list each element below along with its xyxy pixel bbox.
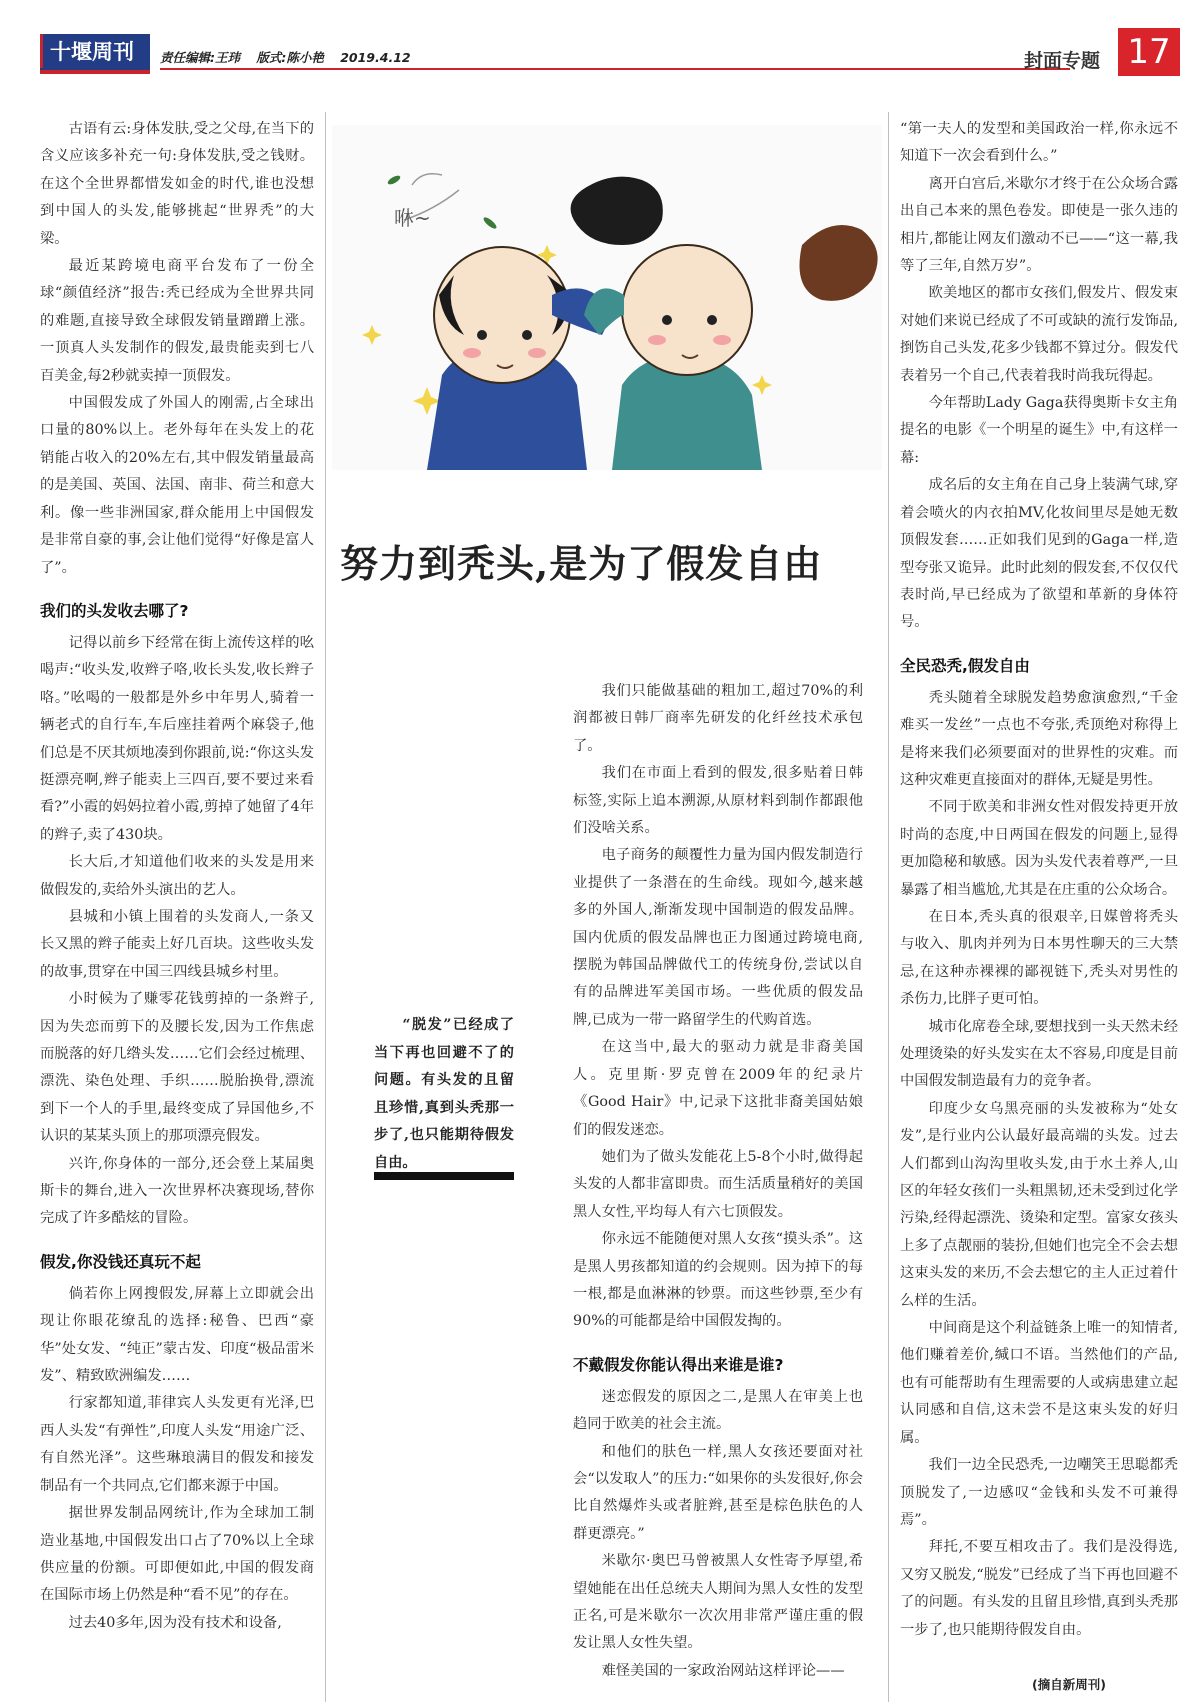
subheading: 我们的头发收去哪了? bbox=[40, 601, 189, 620]
flying-wig-black bbox=[571, 177, 663, 245]
leaf-icon bbox=[386, 174, 401, 186]
paragraph: 在这当中,最大的驱动力就是非裔美国人。克里斯·罗克曾在2009年的纪录片《Good Hair》中,记录下这批非裔美国姑娘们的假发迷恋。 bbox=[573, 1039, 863, 1138]
issue-date: 2019.4.12 bbox=[340, 50, 411, 65]
paragraph: 我们一边全民恐秃,一边嘲笑王思聪都秃顶脱发了,一边感叹“金钱和头发不可兼得焉”。 bbox=[900, 1457, 1178, 1528]
paragraph: 城市化席卷全球,要想找到一头天然未经处理烫染的好头发实在太不容易,印度是目前中国假发制造最有力的竞争者。 bbox=[900, 1018, 1178, 1090]
paragraph: 印度少女乌黑亮丽的头发被称为“处女发”,是行业内公认最好最高端的头发。过去人们都到山沟沟里收头发,由于水土养人,山区的年轻女孩们一头粗黑韧,还未受到过化学污染,经得起漂洗、烫染和定型。富家女孩头上多了点靓丽的装扮,但她们也完全不会去想这束头发的来历,不会去想它的主人正过着什么样的生活。 bbox=[900, 1100, 1178, 1309]
bald-boys-drawing bbox=[332, 125, 882, 470]
article-headline: 努力到秃头,是为了假发自由 bbox=[340, 541, 823, 586]
masthead-accent-bar bbox=[40, 34, 43, 68]
paragraph: 兴许,你身体的一部分,还会登上某届奥斯卡的舞台,进入一次世界杯决赛现场,替你完成了许多酷炫的冒险。 bbox=[40, 1155, 314, 1227]
leaf-icon bbox=[482, 216, 498, 231]
paragraph: 据世界发制品网统计,作为全球加工制造业基地,中国假发出口占了70%以上全球供应量的份额。可即便如此,中国的假发商在国际市场上仍然是种“看不见”的存在。 bbox=[40, 1505, 314, 1604]
paragraph: 行家都知道,菲律宾人头发更有光泽,巴西人头发“有弹性”,印度人头发“用途广泛、有自然光泽”。这些琳琅满目的假发和接发制品有一个共同点,它们都来源于中国。 bbox=[40, 1395, 314, 1494]
column-divider bbox=[888, 112, 889, 1702]
section-title: 封面专题 bbox=[1023, 50, 1100, 72]
paragraph: 难怪美国的一家政治网站这样评论—— bbox=[601, 1662, 845, 1679]
layout-credit: 版式:陈小艳 bbox=[256, 50, 324, 65]
article-column-2 bbox=[573, 678, 863, 1685]
paragraph: 不同于欧美和非洲女性对假发持更开放时尚的态度,中日两国在假发的问题上,显得更加隐秘和敏感。因为头发代表着尊严,一旦暴露了相当尴尬,尤其是在庄重的公众场合。 bbox=[900, 799, 1178, 898]
subheading: 假发,你没钱还真玩不起 bbox=[40, 1252, 201, 1271]
paragraph: 中间商是这个利益链条上唯一的知情者,他们赚着差价,缄口不语。当然他们的产品,也有可能帮助有生理需要的人或病患建立起认同感和自信,这未尝不是这束头发的好归属。 bbox=[900, 1320, 1178, 1446]
paragraph: 长大后,才知道他们收来的头发是用来做假发的,卖给外头演出的艺人。 bbox=[40, 854, 314, 898]
editor-credit: 责任编辑:王玮 bbox=[160, 50, 240, 65]
masthead-title: 十堰周刊 bbox=[50, 40, 134, 64]
article-column-3 bbox=[900, 116, 1178, 1644]
paragraph: 今年帮助Lady Gaga获得奥斯卡女主角提名的电影《一个明星的诞生》中,有这样一幕: bbox=[900, 395, 1178, 466]
paragraph: 她们为了做头发能花上5-8个小时,做得起头发的人都非富即贵。而生活质量稍好的美国黑人女性,平均每人有六七顶假发。 bbox=[573, 1148, 863, 1220]
subheading: 全民恐秃,假发自由 bbox=[900, 656, 1030, 675]
article-column-1 bbox=[40, 116, 314, 1637]
paragraph: 电子商务的颠覆性力量为国内假发制造行业提供了一条潜在的生命线。现如今,越来越多的外国人,渐渐发现中国制造的假发品牌。国内优质的假发品牌也正力图通过跨境电商,摆脱为韩国品牌做代工的传统身份,尝试以自有的品牌进军美国市场。一些优质的假发品牌,已成为一带一路留学生的代购首选。 bbox=[573, 847, 863, 1028]
paragraph: 和他们的肤色一样,黑人女孩还要面对社会“以发取人”的压力:“如果你的头发很好,你会比自然爆炸头或者脏辫,甚至是棕色肤色的人群更漂亮。” bbox=[573, 1443, 863, 1542]
paragraph: 我们在市面上看到的假发,很多贴着日韩标签,实际上追本溯源,从原材料到制作都跟他们没啥关系。 bbox=[573, 765, 863, 837]
paragraph: 过去40多年,因为没有技术和设备, bbox=[68, 1614, 282, 1631]
page-number: 17 bbox=[1118, 28, 1180, 76]
newspaper-masthead bbox=[40, 34, 150, 74]
paragraph: 倘若你上网搜假发,屏幕上立即就会出现让你眼花缭乱的选择:秘鲁、巴西“豪华”处女发、“纯正”蒙古发、印度“极品雷米发”、精致欧洲编发…… bbox=[40, 1285, 314, 1385]
paragraph: 迷恋假发的原因之二,是黑人在审美上也趋同于欧美的社会主流。 bbox=[573, 1388, 863, 1433]
paragraph: 最近某跨境电商平台发布了一份全球“颜值经济”报告:秃已经成为全世界共同的难题,直接导致全球假发销量蹭蹭上涨。一顶真人头发制作的假发,最贵能卖到七八百美金,每2秒就卖掉一顶假发。 bbox=[40, 258, 314, 384]
pull-quote-bar bbox=[374, 1172, 514, 1180]
paragraph: “第一夫人的发型和美国政治一样,你永远不知道下一次会看到什么。” bbox=[900, 121, 1178, 165]
paragraph: 离开白宫后,米歇尔才终于在公众场合露出自己本来的黑色卷发。即使是一张久违的相片,都能让网友们激动不已——“这一幕,我等了三年,自然万岁”。 bbox=[900, 175, 1178, 275]
subheading: 不戴假发你能认得出来谁是谁? bbox=[573, 1355, 784, 1374]
paragraph: 古语有云:身体发肤,受之父母,在当下的含义应该多补充一句:身体发肤,受之钱财。在这个全世界都惜发如金的时代,谁也没想到中国人的头发,能够挑起“世界秃”的大梁。 bbox=[40, 121, 314, 247]
paragraph: 拜托,不要互相攻击了。我们是没得选,又穷又脱发,“脱发”已经成了当下再也回避不了的问题。有头发的且留且珍惜,真到头秃那一步了,也只能期待假发自由。 bbox=[900, 1539, 1178, 1638]
paragraph: 在日本,秃头真的很艰辛,日媒曾将秃头与收入、肌肉并列为日本男性聊天的三大禁忌,在这种赤裸裸的鄙视链下,秃头对男性的杀伤力,比胖子更可怕。 bbox=[900, 908, 1178, 1008]
right-boy-figure bbox=[584, 245, 762, 470]
paragraph: 县城和小镇上围着的头发商人,一条又长又黑的辫子能卖上好几百块。这些收头发的故事,贯穿在中国三四线县城乡村里。 bbox=[40, 908, 314, 980]
header-rule bbox=[160, 68, 1070, 70]
paragraph: 我们只能做基础的粗加工,超过70%的利润都被日韩厂商率先研发的化纤丝技术承包了。 bbox=[573, 683, 863, 754]
paragraph: 秃头随着全球脱发趋势愈演愈烈,“千金难买一发丝”一点也不夸张,秃顶绝对称得上是将来我们必须要面对的世界性的灾难。而这种灾难更直接面对的群体,无疑是男性。 bbox=[900, 689, 1178, 788]
paragraph: 成名后的女主角在自己身上装满气球,穿着会喷火的内衣拍MV,化妆间里尽是她无数顶假发套……正如我们见到的Gaga一样,造型夸张又诡异。此时此刻的假发套,不仅仅代表时尚,早已经成为了欲望和革新的身体符号。 bbox=[900, 477, 1178, 631]
paragraph: 小时候为了赚零花钱剪掉的一条辫子,因为失恋而剪下的及腰长发,因为工作焦虑而脱落的好几绺头发……它们会经过梳理、漂洗、染色处理、手织……脱胎换骨,漂流到下一个人的手里,最终变成了异国他乡,不认识的某某头顶上的那项漂亮假发。 bbox=[40, 991, 314, 1145]
paragraph: 你永远不能随便对黑人女孩“摸头杀”。这是黑人男孩都知道的约会规则。因为掉下的每一根,都是血淋淋的钞票。而这些钞票,至少有90%的可能都是给中国假发掏的。 bbox=[573, 1231, 863, 1330]
pull-quote bbox=[374, 1012, 514, 1178]
sound-effect-text: 咻~ bbox=[394, 206, 431, 230]
paragraph: 欧美地区的都市女孩们,假发片、假发束对她们来说已经成了不可或缺的流行发饰品,捯饬自己头发,花多少钱都不算过分。假发代表着另一个自己,代表着我时尚我玩得起。 bbox=[900, 285, 1178, 384]
masthead-underline bbox=[40, 70, 150, 74]
left-boy-figure bbox=[427, 247, 612, 470]
paragraph: 记得以前乡下经常在街上流传这样的吆喝声:“收头发,收辫子咯,收长头发,收长辫子咯。”吆喝的一般都是外乡中年男人,骑着一辆老式的自行车,车后座挂着两个麻袋子,他们总是不厌其烦地凑到你跟前,说:“你这头发挺漂亮啊,辫子能卖上三四百,要不要过来看看?”小霞的妈妈拉着小霞,剪掉了她留了4年的辫子,卖了430块。 bbox=[40, 634, 315, 843]
flying-wig-brown bbox=[800, 225, 878, 301]
pull-quote-text: “脱发”已经成了当下再也回避不了的问题。有头发的且留且珍惜,真到头秃那一步了,也只能期待假发自由。 bbox=[374, 1017, 514, 1171]
article-source: (摘自新周刊) bbox=[1032, 1677, 1106, 1692]
page-credits bbox=[160, 48, 411, 66]
column-divider bbox=[325, 112, 326, 1702]
page-header bbox=[40, 26, 1180, 76]
cartoon-illustration bbox=[332, 125, 882, 470]
paragraph: 中国假发成了外国人的刚需,占全球出口量的80%以上。老外每年在头发上的花销能占收入的20%左右,其中假发销量最高的是美国、英国、法国、南非、荷兰和意大利。像一些非洲国家,群众能用上中国假发是非常自豪的事,会让他们觉得“好像是富人了”。 bbox=[40, 395, 314, 576]
paragraph: 米歇尔·奥巴马曾被黑人女性寄予厚望,希望她能在出任总统夫人期间为黑人女性的发型正名,可是米歇尔一次次用非常严谨庄重的假发让黑人女性失望。 bbox=[573, 1553, 863, 1652]
